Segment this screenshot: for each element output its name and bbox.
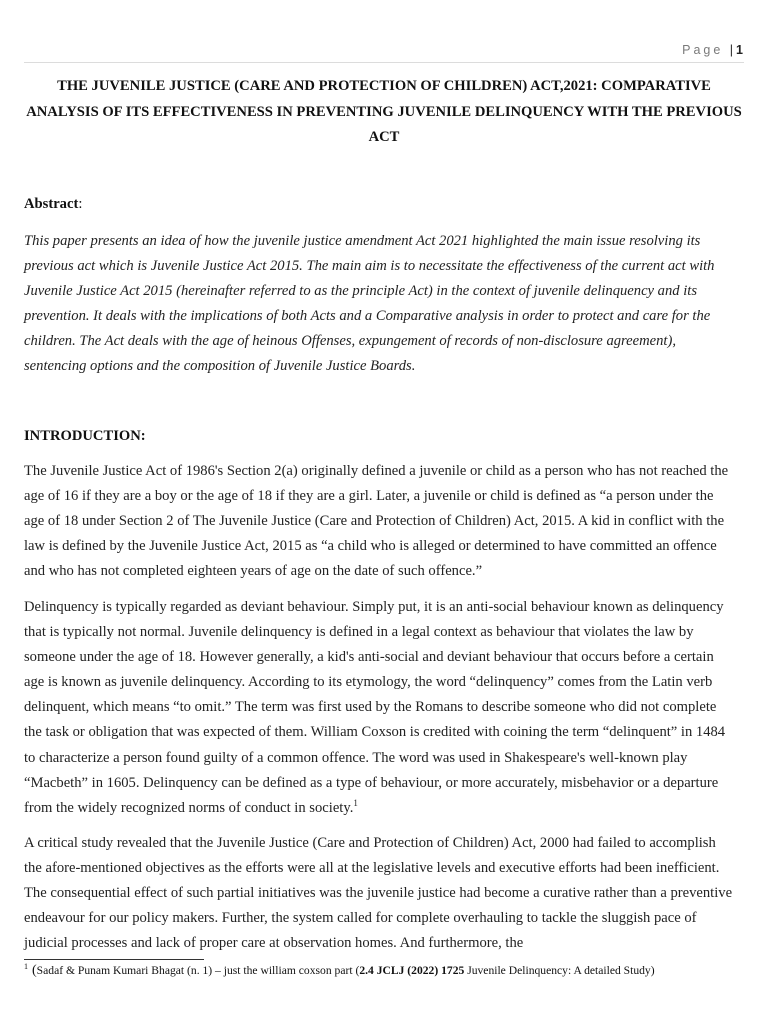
abstract-heading-text: Abstract <box>24 196 79 212</box>
document-title: THE JUVENILE JUSTICE (CARE AND PROTECTION OF CHILDREN) ACT,2021: COMPARATIVE ANALYSIS OF ITS EFFECTIVENESS IN PREVENTING JUVENILE DELINQUENCY WITH THE PREVIOUS ACT <box>26 78 742 145</box>
page-header <box>682 43 743 57</box>
page-number: 1 <box>736 43 743 57</box>
page-label: Page <box>682 43 724 57</box>
paragraph-text: Delinquency is typically regarded as deviant behaviour. Simply put, it is an anti-social behaviour known as delinquency that is typically not normal. Juvenile delinquency is defined in a legal context as behaviour that violates the law by someone under the age of 18. However generally, a kid's anti-social and deviant behaviour that occurs before a certain age is known as juvenile delinquency. According to its etymology, the word “delinquency” comes from the Latin verb delinquent, which means “to omit.” The term was first used by the Romans to describe someone who did not complete the task or obligation that was expected of them. William Coxson is credited with coining the term “delinquent” in 1484 to characterize a person found guilty of a common offence. The word was used in Shakespeare's well-known play “Macbeth” in 1605. Delinquency can be defined as a type of behaviour, or more accurately, misbehavior or a departure from the widely recognized norms of conduct in society. <box>24 599 726 816</box>
paragraph: A critical study revealed that the Juvenile Justice (Care and Protection of Children) Act, 2000 had failed to accomplish the afore-mentioned objectives as the efforts were all at the legislative levels and executive efforts had been inefficient. The consequential effect of such partial initiatives was the juvenile justice had become a curative rather than a preventive endeavour for our policy makers. Further, the system called for complete overhauling to tackle the sluggish pace of judicial processes and lack of proper care at observation homes. And furthermore, the <box>24 835 733 952</box>
paragraph <box>24 595 736 821</box>
page-separator: | <box>729 43 734 57</box>
footnote-marker: 1 <box>24 962 28 972</box>
footnote-divider <box>24 959 204 960</box>
footnote-citation: 2.4 JCLJ (2022) 1725 <box>359 964 465 977</box>
footnote-text: Sadaf & Punam Kumari Bhagat (n. 1) – just the william coxson part ( <box>36 964 360 977</box>
abstract-heading-colon: : <box>78 196 83 212</box>
abstract-heading <box>24 196 82 213</box>
introduction-heading: INTRODUCTION: <box>24 428 146 444</box>
paragraph: The Juvenile Justice Act of 1986's Section 2(a) originally defined a juvenile or child as a person who has not reached the age of 16 if they are a boy or the age of 18 if they are a girl. Later, a juvenile or child is defined as “a person under the age of 18 under Section 2 of The Juvenile Justice (Care and Protection of Children) Act, 2015. A kid in conflict with the law is defined by the Juvenile Justice Act, 2015 as “a child who is alleged or determined to have committed an offence and who has not completed eighteen years of age on the date of such offence.” <box>24 463 729 580</box>
abstract-text: This paper presents an idea of how the juvenile justice amendment Act 2021 highlighted the main issue resolving its previous act which is Juvenile Justice Act 2015. The main aim is to necessitate the effectiveness of the current act with Juvenile Justice Act 2015 (hereinafter referred to as the principle Act) in the context of juvenile delinquency and its prevention. It deals with the implications of both Acts and a Comparative analysis in order to protect and care for the children. The Act deals with the age of heinous Offenses, expungement of records of non-disclosure agreement), sentencing options and the composition of Juvenile Justice Boards. <box>24 233 715 375</box>
footnote-open-paren: ( <box>32 963 37 978</box>
footnote-text-end: Juvenile Delinquency: A detailed Study) <box>464 964 655 977</box>
footnote <box>24 962 744 980</box>
footnote-reference[interactable]: 1 <box>353 797 358 808</box>
header-divider <box>24 62 744 63</box>
